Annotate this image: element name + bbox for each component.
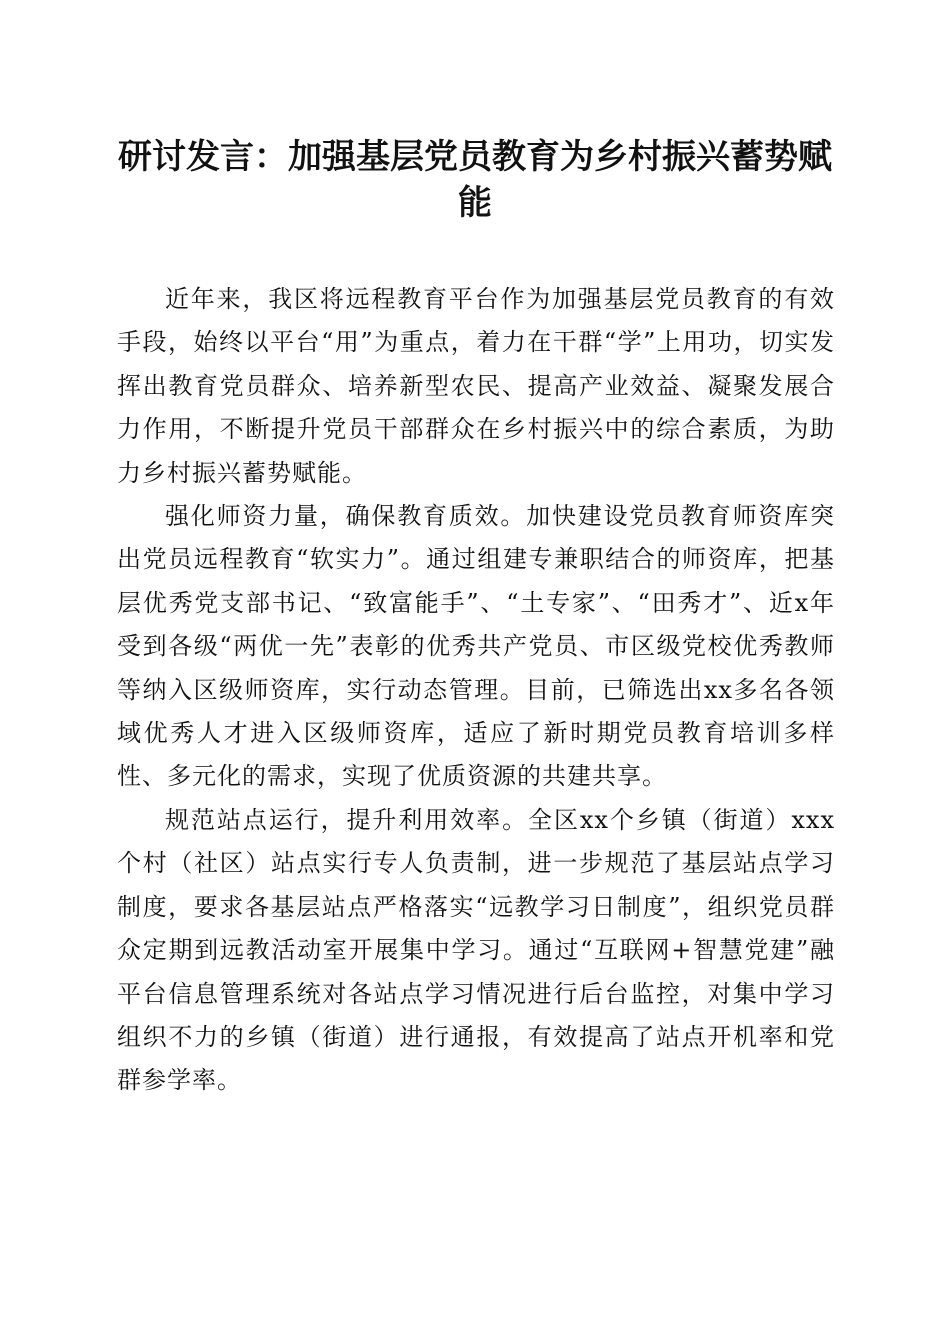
document-body [117, 278, 835, 1103]
paragraph-site-operation: 规范站点运行，提升利用效率。全区xx个乡镇（街道）xxx个村（社区）站点实行专人负责制，进一步规范了基层站点学习制度，要求各基层站点严格落实“远教学习日制度”，组织党员群众定期到远教活动室开展集中学习。通过“互联网+智慧党建”融平台信息管理系统对各站点学习情况进行后台监控，对集中学习组织不力的乡镇（街道）进行通报，有效提高了站点开机率和党群参学率。 [117, 805, 835, 1095]
document-title: 研讨发言：加强基层党员教育为乡村振兴蓄势赋能 [118, 137, 832, 223]
paragraph-intro: 近年来，我区将远程教育平台作为加强基层党员教育的有效手段，始终以平台“用”为重点，着力在干群“学”上用功，切实发挥出教育党员群众、培养新型农民、提高产业效益、凝聚发展合力作用，不断提升党员干部群众在乡村振兴中的综合素质，为助力乡村振兴蓄势赋能。 [117, 285, 835, 487]
paragraph-teacher-resources: 强化师资力量，确保教育质效。加快建设党员教育师资库突出党员远程教育“软实力”。通过组建专兼职结合的师资库，把基层优秀党支部书记、“致富能手”、“土专家”、“田秀才”、近x年受到各级“两优一先”表彰的优秀共产党员、市区级党校优秀教师等纳入区级师资库，实行动态管理。目前，已筛选出xx多名各领域优秀人才进入区级师资库，适应了新时期党员教育培训多样性、多元化的需求，实现了优质资源的共建共享。 [117, 502, 835, 791]
